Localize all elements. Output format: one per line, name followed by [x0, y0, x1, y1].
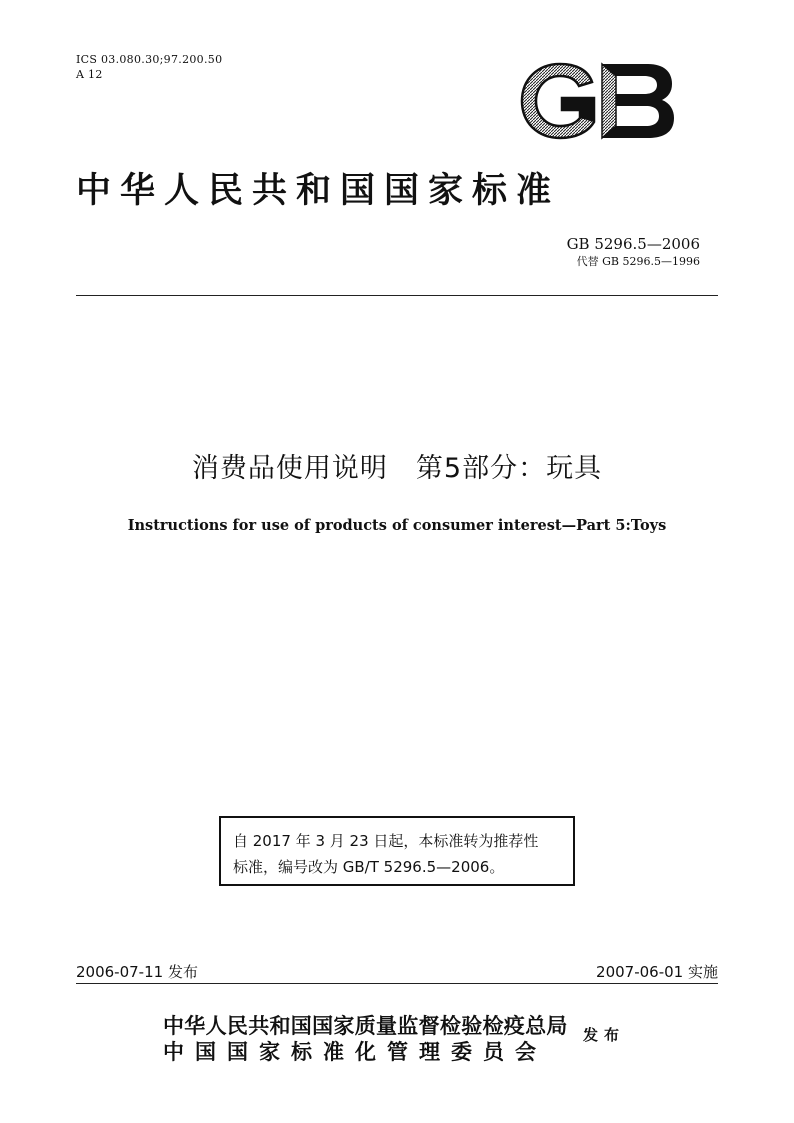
classification-codes — [76, 52, 222, 82]
ics-code: ICS 03.080.30;97.200.50 — [76, 53, 223, 66]
standard-number: GB 5296.5—2006 — [566, 235, 700, 253]
issuer-sac: 中国国家标准化管理委员会 — [163, 1039, 547, 1064]
ccs-code: A 12 — [76, 68, 103, 81]
status-notice-box — [219, 816, 575, 886]
english-title: Instructions for use of products of consumer interest—Part 5:Toys — [127, 517, 667, 534]
national-standard-title: 中华人民共和国国家标准 — [76, 170, 561, 211]
issue-label: 发布 — [583, 1026, 626, 1044]
gb-logo-icon — [518, 60, 676, 142]
notice-line-1: 自 2017 年 3 月 23 日起，本标准转为推荐性 — [233, 832, 539, 850]
replaced-standard: 代替 GB 5296.5—1996 — [576, 255, 700, 268]
issuer-aqsiq: 中华人民共和国国家质量监督检验检疫总局 — [163, 1013, 568, 1038]
header-divider — [76, 295, 718, 296]
standard-number-block — [567, 236, 700, 270]
implementation-date: 2007-06-01 实施 — [596, 963, 718, 981]
notice-line-2: 标准，编号改为 GB/T 5296.5—2006。 — [233, 858, 505, 876]
publish-date: 2006-07-11 发布 — [76, 963, 198, 981]
chinese-title: 消费品使用说明 第5部分：玩具 — [191, 453, 603, 484]
footer-divider — [76, 983, 718, 984]
